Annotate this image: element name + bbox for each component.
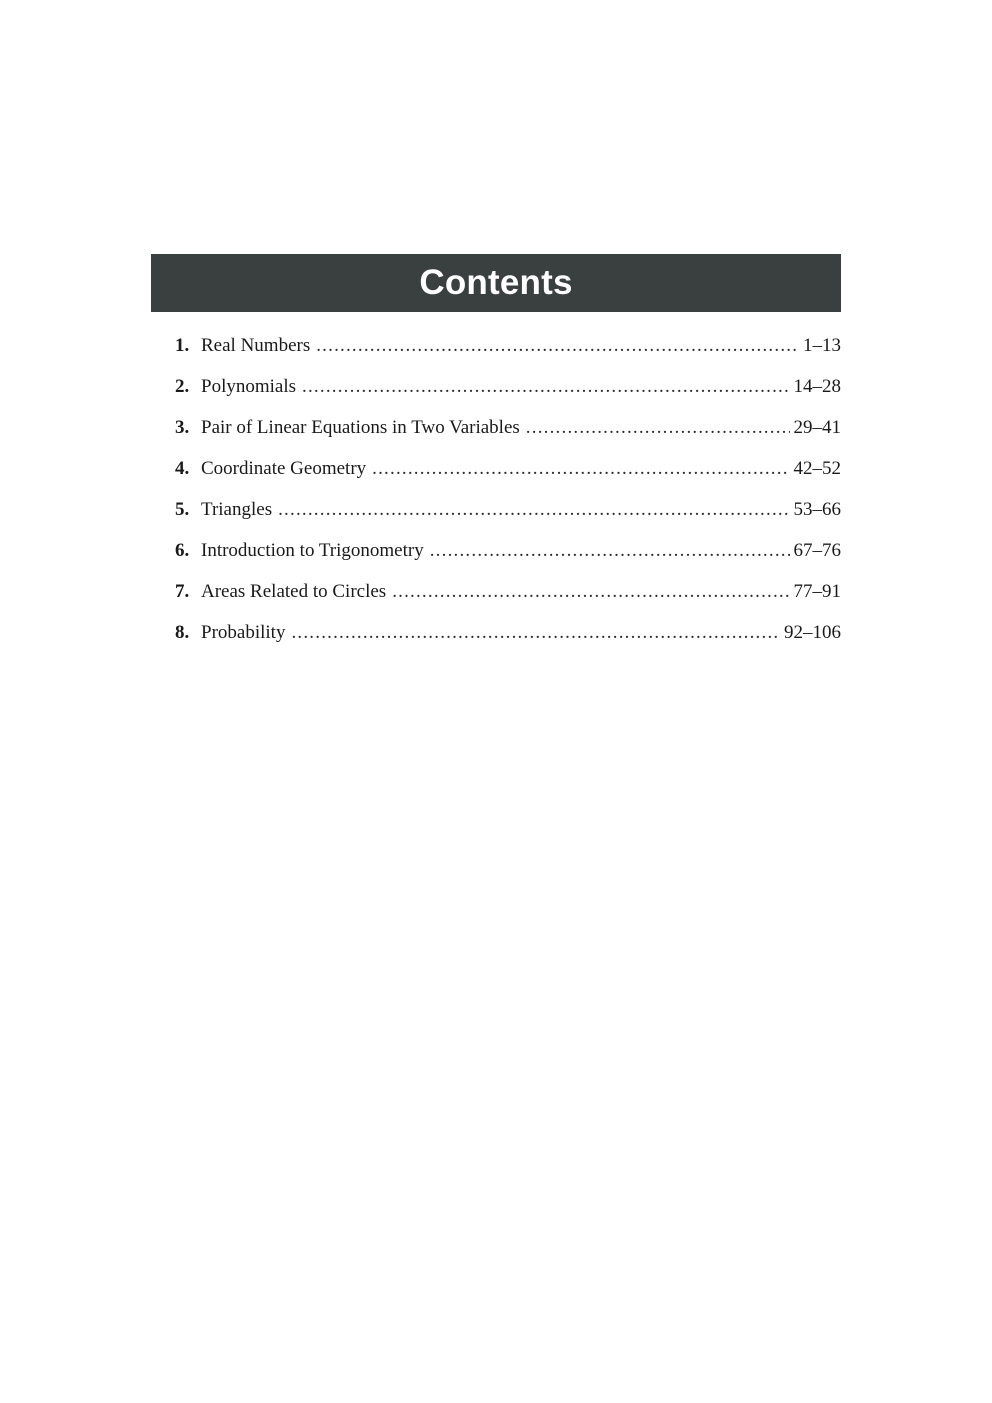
toc-entry-title: Probability bbox=[201, 622, 286, 643]
toc-entry-pages: 67–76 bbox=[793, 540, 841, 561]
toc-entry-polynomials[interactable] bbox=[175, 372, 841, 413]
dot-leader bbox=[526, 413, 790, 443]
dot-leader bbox=[278, 495, 789, 525]
table-of-contents bbox=[175, 331, 841, 659]
toc-entry-number: 5. bbox=[175, 499, 190, 520]
toc-entry-number: 3. bbox=[175, 417, 190, 438]
toc-entry-number: 2. bbox=[175, 376, 190, 397]
toc-entry-linear-equations[interactable] bbox=[175, 413, 841, 454]
dot-leader bbox=[392, 577, 789, 607]
toc-entry-title: Triangles bbox=[201, 499, 273, 520]
toc-entry-title: Real Numbers bbox=[201, 335, 311, 356]
dot-leader bbox=[302, 372, 789, 402]
toc-entry-number: 7. bbox=[175, 581, 190, 602]
contents-header-bar bbox=[151, 254, 841, 312]
toc-entry-trigonometry[interactable] bbox=[175, 536, 841, 577]
toc-entry-pages: 77–91 bbox=[793, 581, 841, 602]
toc-entry-title: Coordinate Geometry bbox=[201, 458, 367, 479]
toc-entry-pages: 92–106 bbox=[784, 622, 841, 643]
dot-leader bbox=[316, 331, 799, 361]
toc-entry-title: Introduction to Trigonometry bbox=[201, 540, 424, 561]
dot-leader bbox=[291, 618, 780, 648]
toc-entry-pages: 53–66 bbox=[793, 499, 841, 520]
toc-entry-title: Areas Related to Circles bbox=[201, 581, 387, 602]
toc-entry-coordinate-geometry[interactable] bbox=[175, 454, 841, 495]
toc-entry-number: 1. bbox=[175, 335, 190, 356]
toc-entry-pages: 29–41 bbox=[793, 417, 841, 438]
toc-entry-title: Pair of Linear Equations in Two Variables bbox=[201, 417, 520, 438]
toc-entry-pages: 1–13 bbox=[803, 335, 841, 356]
toc-entry-title: Polynomials bbox=[201, 376, 297, 397]
toc-entry-probability[interactable] bbox=[175, 618, 841, 659]
toc-entry-pages: 42–52 bbox=[793, 458, 841, 479]
contents-title: Contents bbox=[419, 263, 573, 302]
toc-entry-number: 8. bbox=[175, 622, 190, 643]
toc-entry-pages: 14–28 bbox=[793, 376, 841, 397]
toc-entry-number: 6. bbox=[175, 540, 190, 561]
toc-entry-number: 4. bbox=[175, 458, 190, 479]
dot-leader bbox=[430, 536, 790, 566]
dot-leader bbox=[372, 454, 789, 484]
toc-entry-triangles[interactable] bbox=[175, 495, 841, 536]
toc-entry-real-numbers[interactable] bbox=[175, 331, 841, 372]
toc-entry-areas-circles[interactable] bbox=[175, 577, 841, 618]
